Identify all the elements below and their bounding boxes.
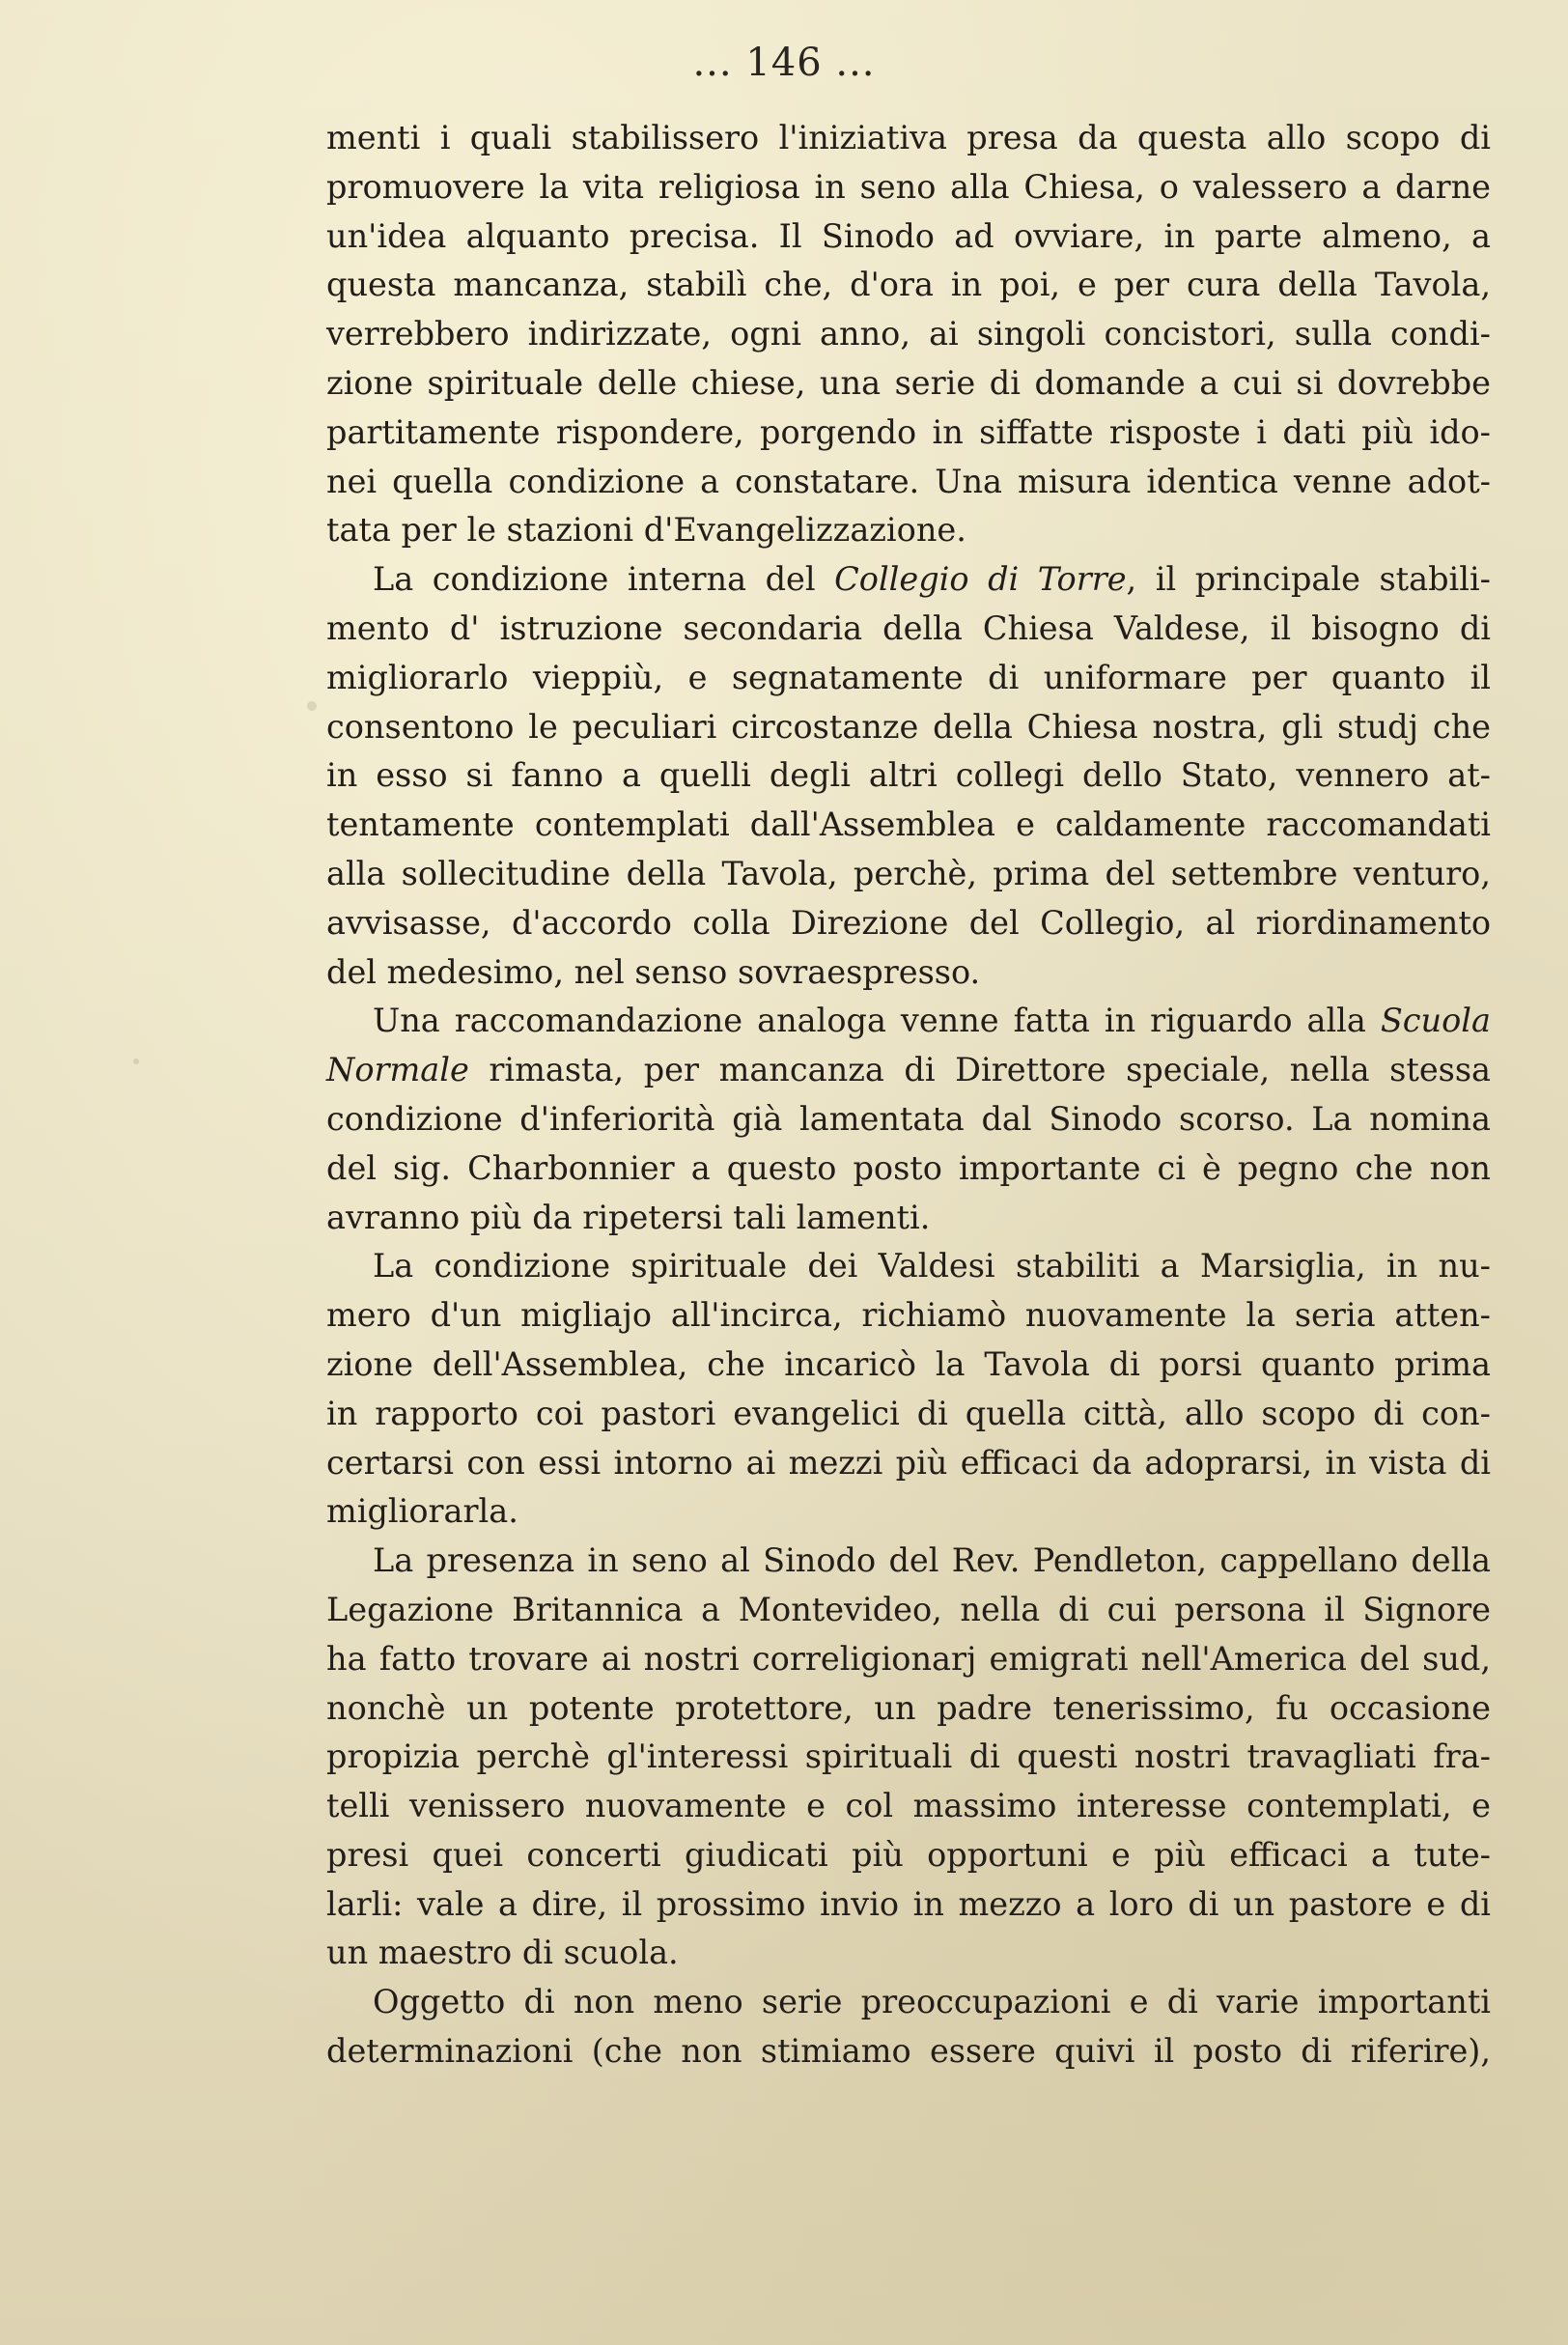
text-line: condizione d'inferiorità già lamentata dal Sinodo scorso. La nomina <box>326 1099 1491 1138</box>
text-line: Normale rimasta, per mancanza di Direttore speciale, nella stessa <box>326 1051 1491 1089</box>
text-line: La presenza in seno al Sinodo del Rev. Pendleton, cappellano della <box>373 1541 1491 1580</box>
ink-spot <box>133 1059 139 1064</box>
text-line: zione spirituale delle chiese, una serie di domande a cui si dovrebbe <box>326 363 1491 402</box>
text-line: certarsi con essi intorno ai mezzi più efficaci da adoprarsi, in vista di <box>326 1443 1491 1482</box>
text-line: La condizione spirituale dei Valdesi stabiliti a Marsiglia, in nu- <box>373 1247 1491 1286</box>
text-line: migliorarlo vieppiù, e segnatamente di uniformare per quanto il <box>326 658 1491 696</box>
ink-spot <box>307 701 317 711</box>
text-line: mero d'un migliajo all'incirca, richiamò nuovamente la seria atten- <box>326 1296 1491 1335</box>
text-line: Oggetto di non meno serie preoccupazioni e di varie importanti <box>373 1983 1491 2021</box>
text-line: Legazione Britannica a Montevideo, nella di cui persona il Signore <box>326 1590 1491 1628</box>
text-line: tentamente contemplati dall'Assemblea e caldamente raccomandati <box>326 805 1491 844</box>
text-line: questa mancanza, stabilì che, d'ora in poi, e per cura della Tavola, <box>326 266 1491 304</box>
text-line: in rapporto coi pastori evangelici di quella città, allo scopo di con- <box>326 1394 1491 1432</box>
text-line: promuovere la vita religiosa in seno alla Chiesa, o valessero a darne <box>326 167 1491 206</box>
text-line: ha fatto trovare ai nostri correligionarj emigrati nell'America del sud, <box>326 1639 1491 1678</box>
text-line: del medesimo, nel senso sovraespresso. <box>326 952 981 991</box>
text-line: un'idea alquanto precisa. Il Sinodo ad ovviare, in parte almeno, a <box>326 216 1491 255</box>
text-line: avvisasse, d'accordo colla Direzione del Collegio, al riordinamento <box>326 903 1491 942</box>
text-line: larli: vale a dire, il prossimo invio in mezzo a loro di un pastore e di <box>326 1884 1491 1923</box>
text-line: determinazioni (che non stimiamo essere quivi il posto di riferire), <box>326 2032 1491 2071</box>
text-line: avranno più da ripetersi tali lamenti. <box>326 1198 931 1236</box>
text-line: Una raccomandazione analoga venne fatta in riguardo alla Scuola <box>373 1002 1491 1040</box>
text-line: verrebbero indirizzate, ogni anno, ai singoli concistori, sulla condi- <box>326 315 1491 353</box>
text-line: migliorarla. <box>326 1492 518 1531</box>
text-line: propizia perchè gl'interessi spirituali di questi nostri travagliati fra- <box>326 1738 1491 1776</box>
text-line: partitamente rispondere, porgendo in siffatte risposte i dati più ido- <box>326 412 1491 451</box>
text-line: La condizione interna del Collegio di Torre, il principale stabili- <box>373 560 1491 599</box>
text-line: del sig. Charbonnier a questo posto importante ci è pegno che non <box>326 1148 1491 1187</box>
text-line: un maestro di scuola. <box>326 1934 679 1972</box>
text-line: nei quella condizione a constatare. Una misura identica venne adot- <box>326 462 1491 500</box>
page-number: ... 146 ... <box>692 41 876 85</box>
text-line: in esso si fanno a quelli degli altri collegi dello Stato, vennero at- <box>326 756 1491 795</box>
text-line: telli venissero nuovamente e col massimo interesse contemplati, e <box>326 1787 1491 1825</box>
text-line: mento d' istruzione secondaria della Chiesa Valdese, il bisogno di <box>326 608 1491 647</box>
body-text <box>326 114 1491 2077</box>
text-line: tata per le stazioni d'Evangelizzazione. <box>326 511 966 550</box>
text-line: menti i quali stabilissero l'iniziativa presa da questa allo scopo di <box>326 119 1491 156</box>
text-line: alla sollecitudine della Tavola, perchè, prima del settembre venturo, <box>326 854 1491 892</box>
text-line: zione dell'Assemblea, che incaricò la Tavola di porsi quanto prima <box>326 1344 1491 1383</box>
text-line: nonchè un potente protettore, un padre tenerissimo, fu occasione <box>326 1688 1491 1727</box>
text-line: presi quei concerti giudicati più opportuni e più efficaci a tute- <box>326 1835 1491 1874</box>
text-line: consentono le peculiari circostanze della Chiesa nostra, gli studj che <box>326 707 1491 746</box>
